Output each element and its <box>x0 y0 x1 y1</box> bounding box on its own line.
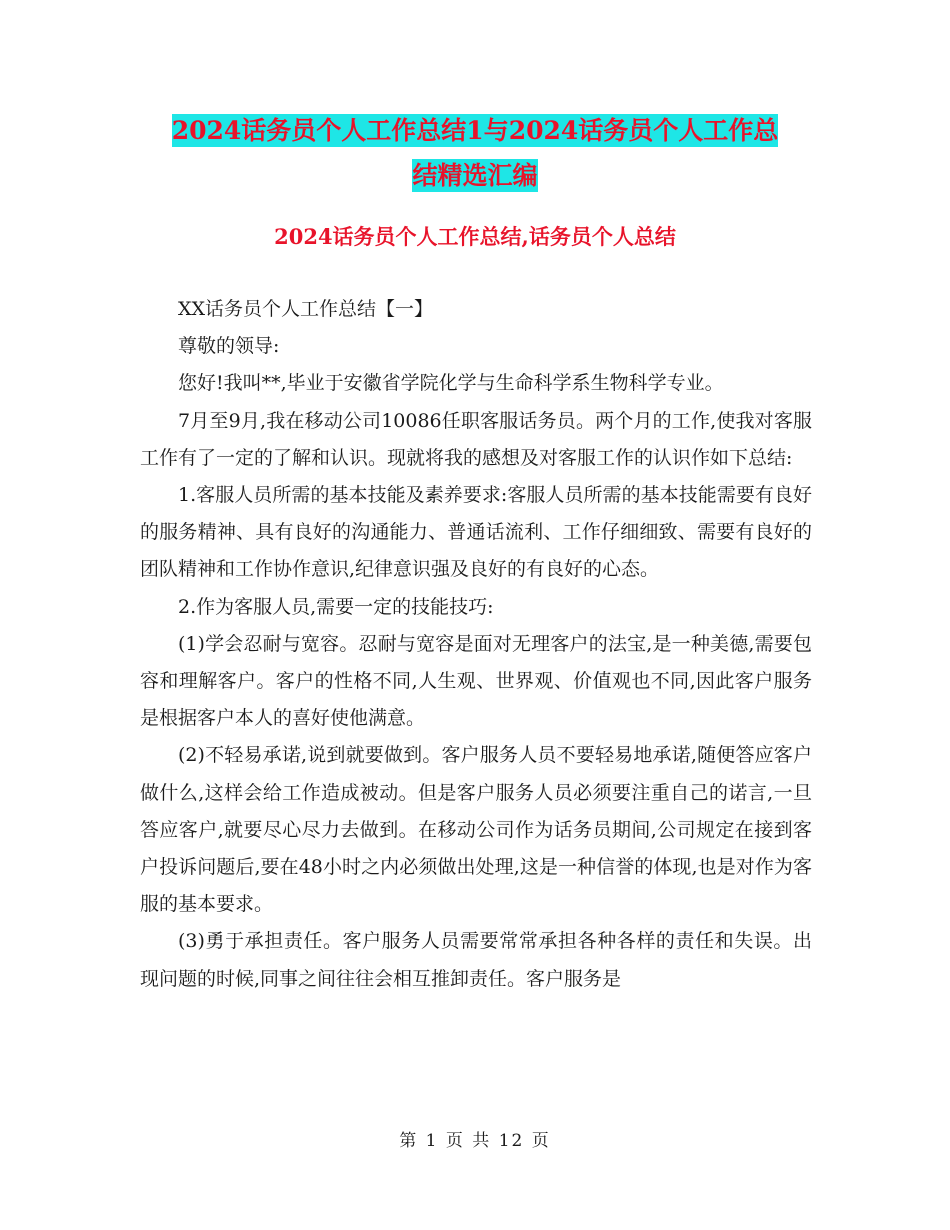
paragraph: (3)勇于承担责任。客户服务人员需要常常承担各种各样的责任和失误。出现问题的时候,同事之间往往会相互推卸责任。客户服务是 <box>140 930 812 990</box>
paragraph: 您好!我叫**,毕业于安徽省学院化学与生命科学系生物科学专业。 <box>178 372 724 395</box>
title-line-2: 结精选汇编 <box>412 161 538 190</box>
paragraph: 2.作为客服人员,需要一定的技能技巧: <box>178 595 494 618</box>
document-title <box>0 108 950 198</box>
document-subtitle: 2024话务员个人工作总结,话务员个人总结 <box>274 224 676 249</box>
paragraph: (2)不轻易承诺,说到就要做到。客户服务人员不要轻易地承诺,随便答应客户做什么,这样会给工作造成被动。但是客户服务人员必须要注重自己的诺言,一旦答应客户,就要尽心尽力去做到。在移动公司作为话务员期间,公司规定在接到客户投诉问题后,要在48小时之内必须做出处理,这是一种信誉的体现,也是对作为客服的基本要求。 <box>140 744 812 916</box>
page-number-footer: 第 1 页 共 12 页 <box>399 1131 551 1151</box>
document-body <box>140 291 812 998</box>
paragraph: 1.客服人员所需的基本技能及素养要求:客服人员所需的基本技能需要有良好的服务精神、具有良好的沟通能力、普通话流利、工作仔细细致、需要有良好的团队精神和工作协作意识,纪律意识强及良好的有良好的心态。 <box>140 484 812 581</box>
title-line-1: 2024话务员个人工作总结1与2024话务员个人工作总 <box>171 116 779 145</box>
paragraph: (1)学会忍耐与宽容。忍耐与宽容是面对无理客户的法宝,是一种美德,需要包容和理解客户。客户的性格不同,人生观、世界观、价值观也不同,因此客户服务是根据客户本人的喜好使他满意。 <box>140 632 812 730</box>
paragraph: 7月至9月,我在移动公司10086任职客服话务员。两个月的工作,使我对客服工作有了一定的了解和认识。现就将我的感想及对客服工作的认识作如下总结: <box>140 409 812 469</box>
paragraph: 尊敬的领导: <box>178 335 280 358</box>
paragraph: XX话务员个人工作总结【一】 <box>178 298 434 320</box>
